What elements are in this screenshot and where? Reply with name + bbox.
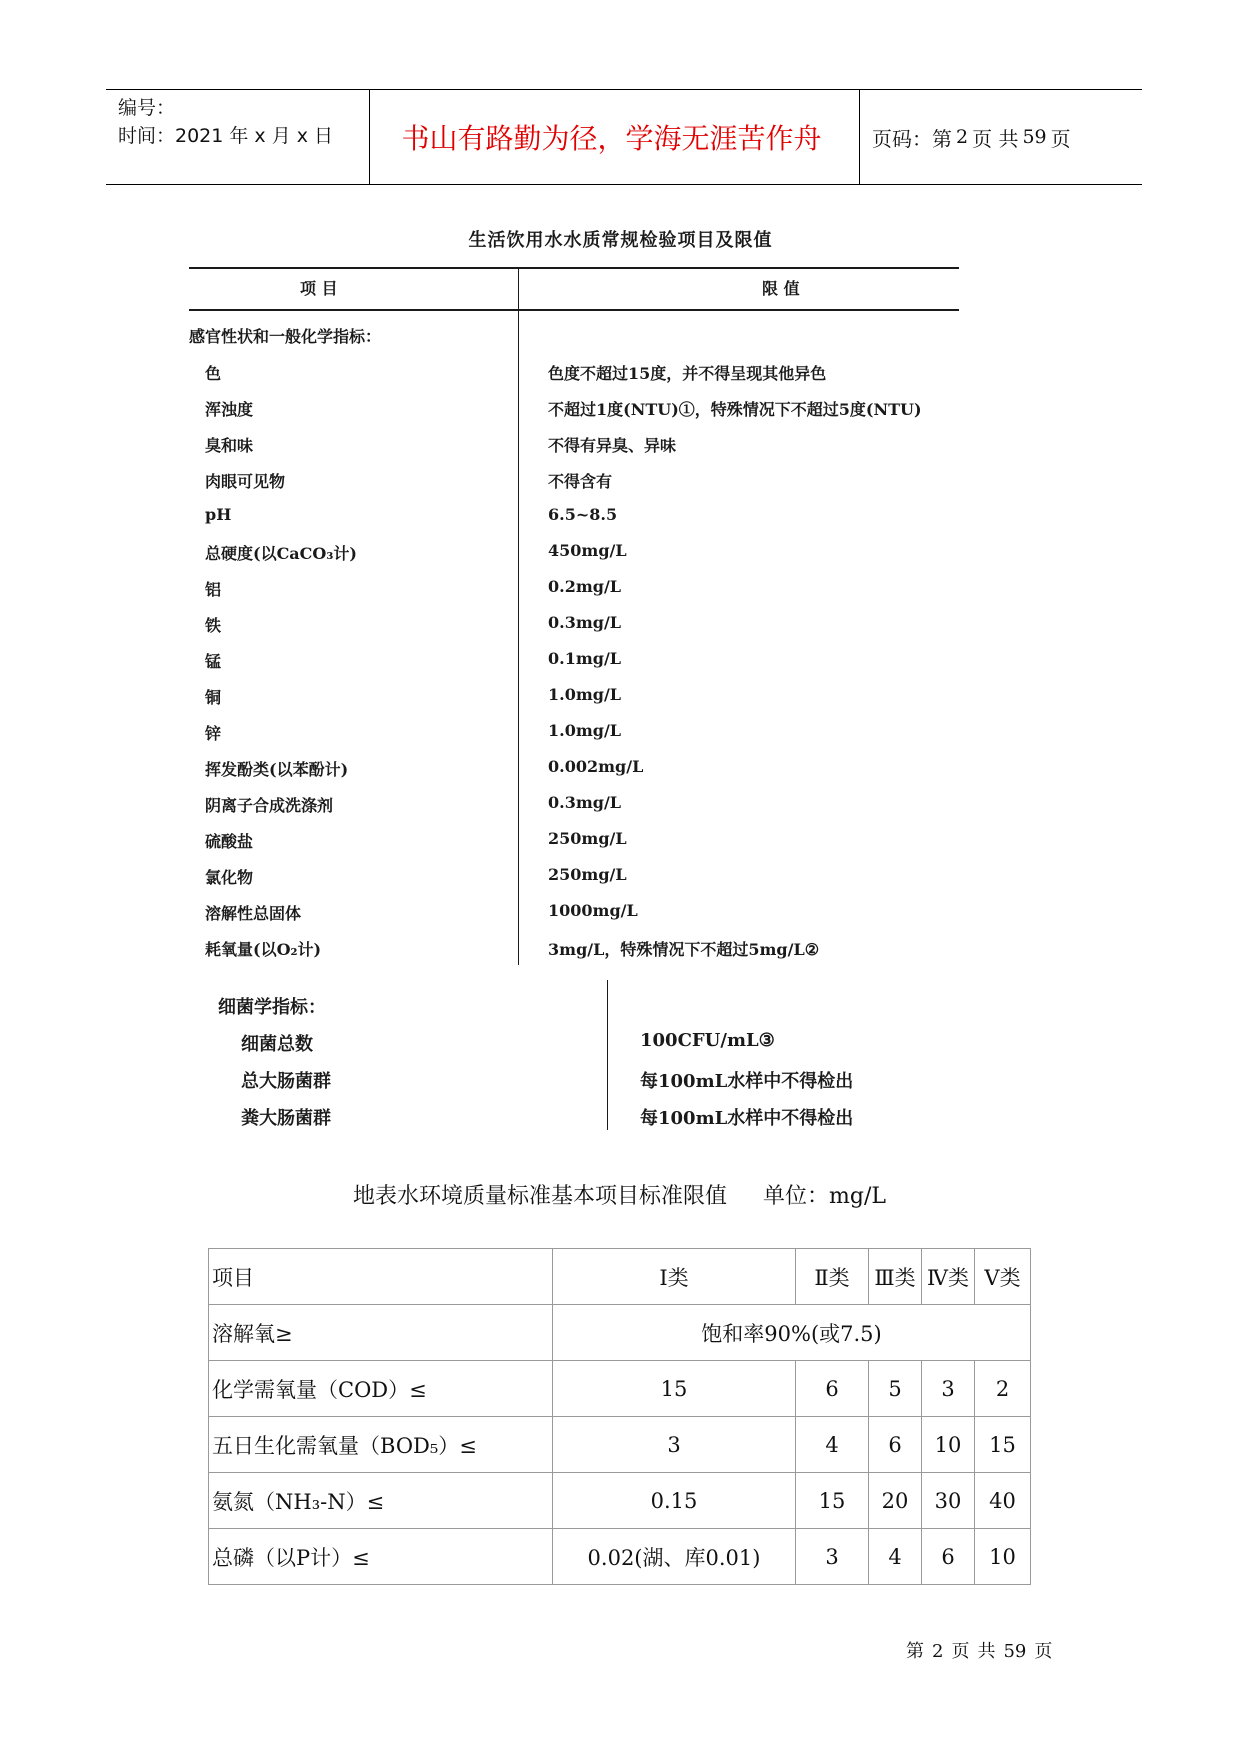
table-row-limit: 0.3mg/L [548, 793, 622, 812]
footer-part: 共 [977, 1641, 996, 1662]
cell-class-4: 30 [922, 1473, 975, 1529]
header-meta [118, 94, 333, 150]
table-rule-top [189, 267, 959, 269]
surface-water-unit: 单位：mg/L [763, 1184, 886, 1209]
row-name: 五日生化需氧量（BOD₅）≤ [209, 1417, 553, 1473]
cell-class-4: 3 [922, 1361, 975, 1417]
cell-class-3: 20 [869, 1473, 922, 1529]
table-row-limit: 不超过1度(NTU)①，特殊情况下不超过5度(NTU) [548, 400, 922, 419]
header-divider [859, 90, 860, 184]
row-name: 总磷（以P计）≤ [209, 1529, 553, 1585]
table-row-name: pH [205, 505, 232, 524]
col-header-limit: 限 值 [762, 279, 800, 298]
row-name: 化学需氧量（COD）≤ [209, 1361, 553, 1417]
cell-class-4: 10 [922, 1417, 975, 1473]
surface-water-title-text: 地表水环境质量标准基本项目标准限值 [353, 1184, 728, 1209]
table-row-limit: 每100mL水样中不得检出 [640, 1108, 854, 1129]
footer-page-total: 59 [1003, 1641, 1027, 1662]
table-column-divider [607, 980, 608, 1130]
table-row-name: 铁 [205, 616, 222, 635]
cell-class-2: 15 [796, 1473, 869, 1529]
table-row-name: 硫酸盐 [205, 832, 254, 851]
footer-part: 第 [906, 1641, 924, 1662]
time-label: 时间：2021 年 x 月 x 日 [118, 125, 334, 147]
table-row-limit: 100CFU/mL③ [640, 1030, 775, 1051]
table-row-name: 阴离子合成洗涤剂 [205, 796, 334, 815]
page-header [106, 89, 1142, 185]
table-row [209, 1361, 1031, 1417]
table-row-name: 肉眼可见物 [205, 472, 286, 491]
col-header-item: 项 目 [300, 279, 338, 298]
header-page-info [872, 90, 1071, 184]
surface-water-title [353, 1179, 886, 1210]
cell-class-5: 10 [975, 1529, 1031, 1585]
section-heading: 感官性状和一般化学指标： [189, 327, 382, 346]
table-row-name: 耗氧量(以O₂计) [205, 940, 322, 959]
cell-class-2: 4 [796, 1417, 869, 1473]
page-prefix: 页码：第 [872, 126, 952, 151]
table-row-limit: 0.002mg/L [548, 757, 644, 776]
table-row-name: 挥发酚类(以苯酚计) [205, 760, 349, 779]
table-header-row [209, 1249, 1031, 1305]
row-name: 溶解氧≥ [209, 1305, 553, 1361]
col-header: 项目 [209, 1249, 553, 1305]
cell-class-3: 6 [869, 1417, 922, 1473]
cell-class-1: 3 [553, 1417, 796, 1473]
cell-class-5: 15 [975, 1417, 1031, 1473]
table-row [209, 1473, 1031, 1529]
table-row-name: 铜 [205, 688, 222, 707]
table-row-limit: 0.3mg/L [548, 613, 622, 632]
page-mid: 页 共 [972, 126, 1019, 151]
cell-class-1: 15 [553, 1361, 796, 1417]
table-row-limit: 6.5~8.5 [548, 505, 618, 524]
cell-class-2: 6 [796, 1361, 869, 1417]
cell-class-4: 6 [922, 1529, 975, 1585]
table-row-name: 氯化物 [205, 868, 254, 887]
table-row-name: 溶解性总固体 [205, 904, 302, 923]
surface-water-table [208, 1248, 1031, 1585]
table-row-limit: 不得含有 [548, 472, 613, 491]
number-label: 编号： [118, 97, 176, 119]
table-row-limit: 1.0mg/L [548, 685, 622, 704]
col-header: Ⅳ类 [922, 1249, 975, 1305]
table-row-name: 臭和味 [205, 436, 254, 455]
page-suffix: 页 [1050, 126, 1071, 151]
table-row-name: 锌 [205, 724, 222, 743]
table-row-name: 锰 [205, 652, 222, 671]
cell-class-3: 5 [869, 1361, 922, 1417]
col-header: Ⅰ类 [553, 1249, 796, 1305]
table-row-limit: 250mg/L [548, 865, 627, 884]
table-row [209, 1417, 1031, 1473]
table-row-limit: 3mg/L，特殊情况下不超过5mg/L② [548, 940, 820, 959]
cell-class-1: 0.02(湖、库0.01) [553, 1529, 796, 1585]
table-row-limit: 250mg/L [548, 829, 627, 848]
table-row-limit: 1000mg/L [548, 901, 638, 920]
table-row-limit: 不得有异臭、异味 [548, 436, 677, 455]
table-row-name: 总大肠菌群 [241, 1071, 331, 1092]
table-row-limit: 1.0mg/L [548, 721, 622, 740]
col-header: Ⅱ类 [796, 1249, 869, 1305]
page-total: 59 [1022, 126, 1047, 148]
table-row-name: 总硬度(以CaCO₃计) [205, 544, 357, 563]
table-row-name: 铝 [205, 580, 222, 599]
row-value-merged: 饱和率90%(或7.5) [553, 1305, 1031, 1361]
footer-part: 页 [951, 1641, 970, 1662]
table-row-name: 细菌总数 [241, 1034, 313, 1055]
row-name: 氨氮（NH₃-N）≤ [209, 1473, 553, 1529]
footer-part: 页 [1034, 1641, 1053, 1662]
table-row-limit: 0.1mg/L [548, 649, 622, 668]
table-row-limit: 0.2mg/L [548, 577, 622, 596]
section-heading: 细菌学指标： [218, 997, 326, 1018]
table-column-divider [518, 268, 519, 965]
table-row-name: 粪大肠菌群 [241, 1108, 331, 1129]
cell-class-5: 40 [975, 1473, 1031, 1529]
table1-title: 生活饮用水水质常规检验项目及限值 [468, 230, 773, 251]
cell-class-5: 2 [975, 1361, 1031, 1417]
table-row-limit: 450mg/L [548, 541, 627, 560]
table-row-name: 色 [205, 364, 222, 383]
table-row-limit: 色度不超过15度，并不得呈现其他异色 [548, 364, 827, 383]
page-footer [906, 1637, 1060, 1663]
table-rule-header [189, 309, 959, 311]
page-number: 2 [956, 126, 969, 148]
cell-class-3: 4 [869, 1529, 922, 1585]
cell-class-1: 0.15 [553, 1473, 796, 1529]
col-header: Ⅲ类 [869, 1249, 922, 1305]
table-row [209, 1305, 1031, 1361]
table-row-name: 浑浊度 [205, 400, 254, 419]
col-header: Ⅴ类 [975, 1249, 1031, 1305]
header-motto: 书山有路勤为径，学海无涯苦作舟 [401, 122, 822, 155]
cell-class-2: 3 [796, 1529, 869, 1585]
table-row-limit: 每100mL水样中不得检出 [640, 1071, 854, 1092]
table-row [209, 1529, 1031, 1585]
footer-page-number: 2 [932, 1641, 944, 1662]
